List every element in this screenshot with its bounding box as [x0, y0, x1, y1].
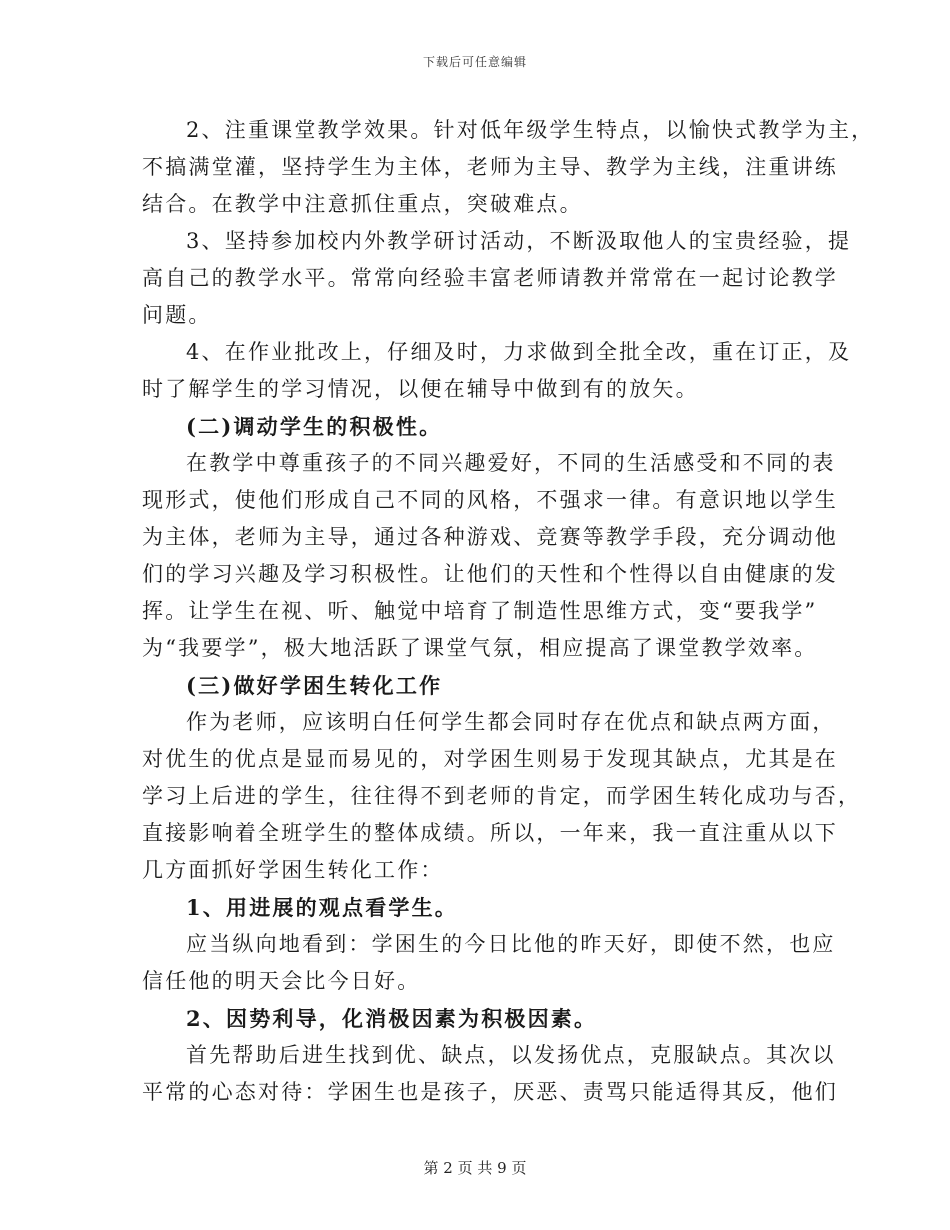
text-line: 2、注重课堂教学效果。针对低年级学生特点，以愉快式教学为主， — [186, 118, 875, 142]
text-line: 挥。让学生在视、听、触觉中培育了制造性思维方式，变“要我学” — [142, 599, 818, 623]
text-line: 直接影响着全班学生的整体成绩。所以，一年来，我一直注重从以下 — [142, 821, 838, 845]
text-line: 在教学中尊重孩子的不同兴趣爱好，不同的生活感受和不同的表 — [186, 451, 836, 475]
section-heading-line: (二)调动学生的积极性。 — [186, 414, 443, 439]
text-line: 4、在作业批改上，仔细及时，力求做到全批全改，重在订正，及 — [186, 340, 852, 364]
text-line: 平常的心态对待：学困生也是孩子，厌恶、责骂只能适得其反，他们 — [142, 1080, 838, 1104]
text-line: 作为老师，应该明白任何学生都会同时存在优点和缺点两方面， — [186, 710, 836, 734]
section-heading-line: (三)做好学困生转化工作 — [186, 673, 443, 698]
text-line: 时了解学生的学习情况，以便在辅导中做到有的放矢。 — [142, 377, 699, 401]
text-line: 信任他的明天会比今日好。 — [142, 969, 421, 993]
text-line: 结合。在教学中注意抓住重点，突破难点。 — [142, 192, 583, 216]
section-heading-line: 1、用进展的观点看学生。 — [186, 895, 459, 920]
text-line: 为主体，老师为主导，通过各种游戏、竞赛等教学手段，充分调动他 — [142, 525, 838, 549]
page-footer: 第 2 页 共 9 页 — [423, 1159, 527, 1177]
text-line: 不搞满堂灌，坚持学生为主体，老师为主导、教学为主线，注重讲练 — [142, 155, 838, 179]
text-line: 高自己的教学水平。常常向经验丰富老师请教并常常在一起讨论教学 — [142, 266, 838, 290]
text-line: 几方面抓好学困生转化工作： — [142, 858, 444, 882]
text-line: 应当纵向地看到：学困生的今日比他的昨天好，即使不然，也应 — [186, 932, 836, 956]
text-line: 首先帮助后进生找到优、缺点，以发扬优点，克服缺点。其次以 — [186, 1043, 836, 1067]
text-line: 学习上后进的学生，往往得不到老师的肯定，而学困生转化成功与否， — [142, 784, 862, 808]
text-line: 现形式，使他们形成自己不同的风格，不强求一律。有意识地以学生 — [142, 488, 838, 512]
document-body — [142, 112, 875, 1111]
text-line: 问题。 — [142, 303, 212, 327]
text-line: 3、坚持参加校内外教学研讨活动，不断汲取他人的宝贵经验，提 — [186, 229, 852, 253]
page-header: 下载后可任意编辑 — [422, 55, 527, 69]
text-line: 们的学习兴趣及学习积极性。让他们的天性和个性得以自由健康的发 — [142, 562, 838, 586]
text-line: 为“我要学”，极大地活跃了课堂气氛，相应提高了课堂教学效率。 — [142, 636, 818, 660]
text-line: 对优生的优点是显而易见的，对学困生则易于发现其缺点，尤其是在 — [142, 747, 838, 771]
section-heading-line: 2、因势利导，化消极因素为积极因素。 — [186, 1006, 598, 1031]
